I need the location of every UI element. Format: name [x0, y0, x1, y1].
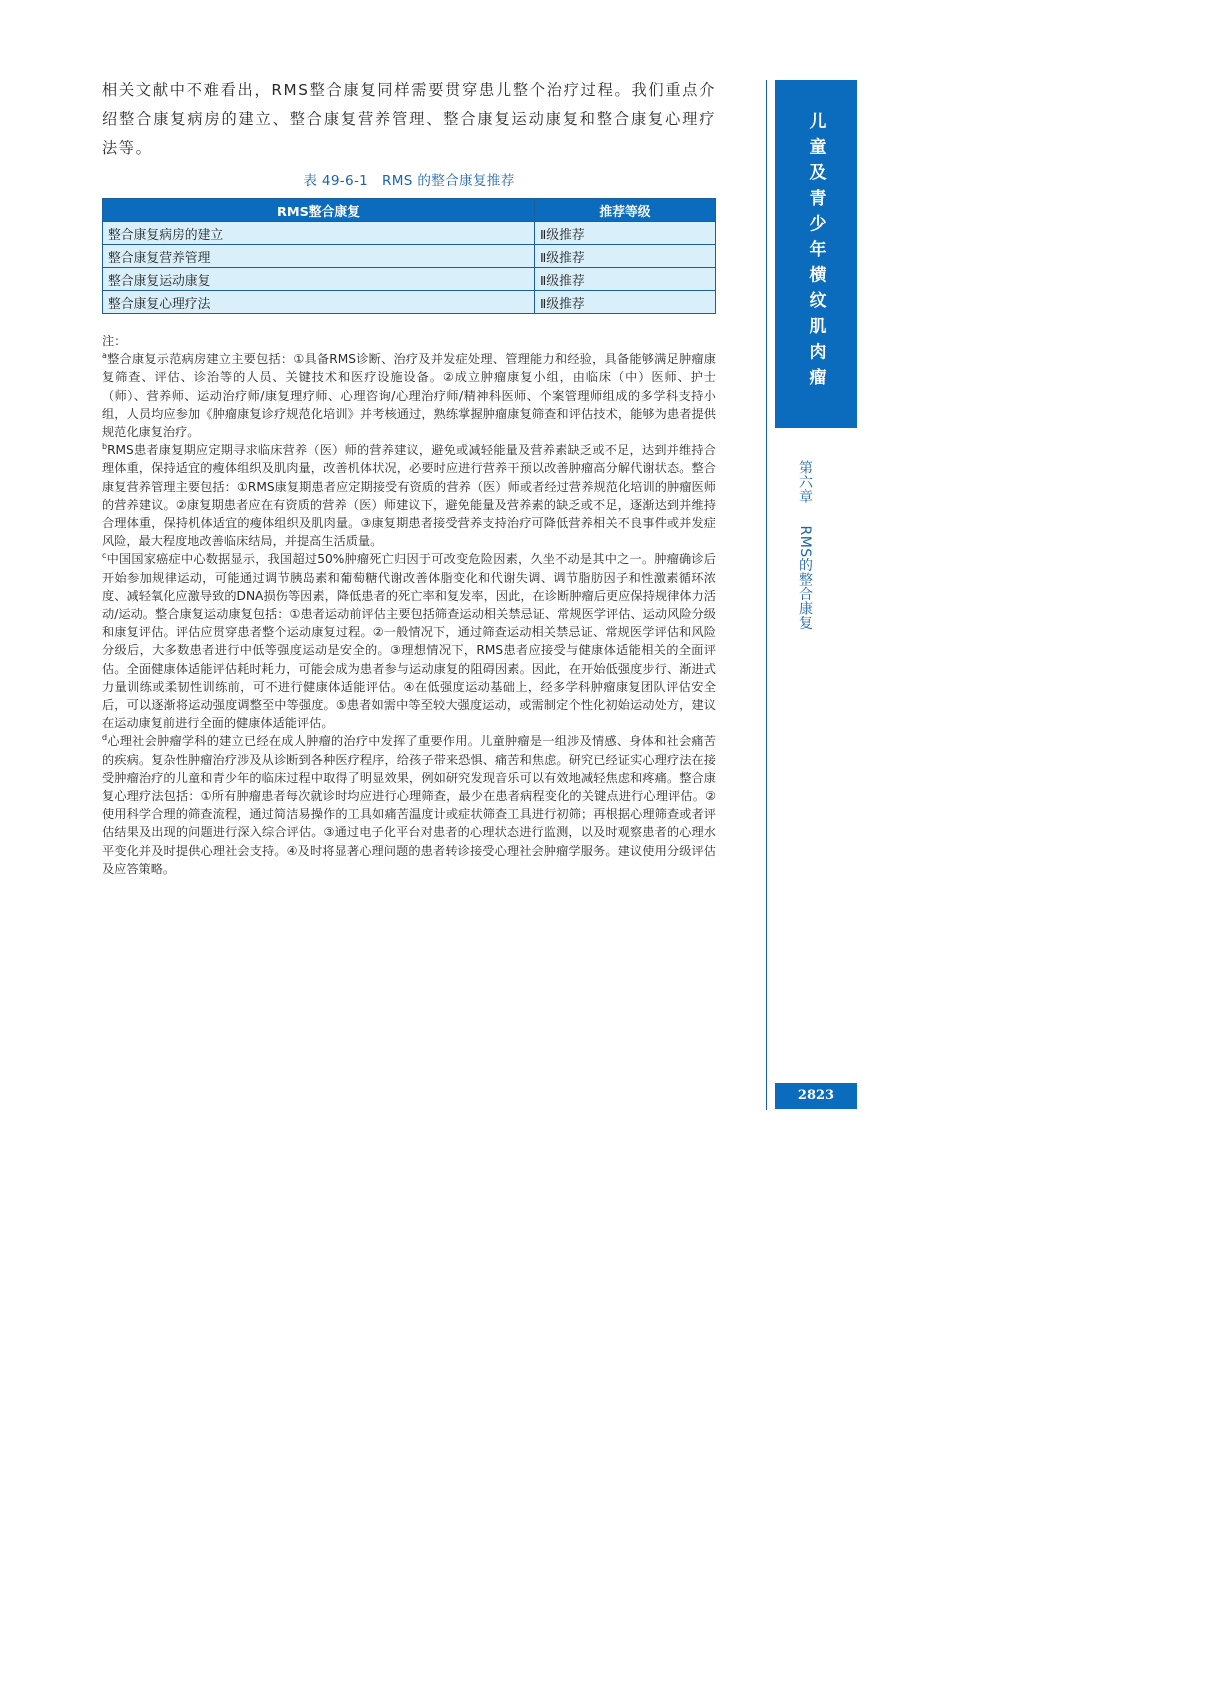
margin-rule — [766, 80, 767, 1110]
intro-paragraph: 相关文献中不难看出，RMS整合康复同样需要贯穿患儿整个治疗过程。我们重点介绍整合康复病房的建立、整合康复营养管理、整合康复运动康复和整合康复心理疗法等。 — [102, 81, 716, 157]
recommendation-table — [102, 198, 716, 314]
chapter-title: RMS的整合康复 — [797, 525, 813, 631]
note-item — [102, 732, 716, 878]
row-item: 整合康复心理疗法 — [103, 291, 535, 314]
row-grade: Ⅱ级推荐 — [535, 245, 716, 268]
table-row — [103, 291, 716, 314]
row-grade: Ⅱ级推荐 — [535, 291, 716, 314]
table-notes — [102, 332, 716, 878]
note-marker: d — [102, 733, 108, 743]
note-item — [102, 441, 716, 550]
note-marker: c — [102, 551, 107, 561]
notes-label: 注： — [102, 334, 127, 348]
row-item: 整合康复运动康复 — [103, 268, 535, 291]
row-grade: Ⅱ级推荐 — [535, 222, 716, 245]
table-row — [103, 268, 716, 291]
row-grade: Ⅱ级推荐 — [535, 268, 716, 291]
note-text: 中国国家癌症中心数据显示，我国超过50%肿瘤死亡归因于可改变危险因素，久坐不动是其中之一。肿瘤确诊后开始参加规律运动，可能通过调节胰岛素和葡萄糖代谢改善体脂变化和代谢失调、调节脂肪因子和性激素循环浓度、减轻氧化应激导致的DNA损伤等因素，降低患者的死亡率和复发率，因此，在诊断肿瘤后更应保持规律体力活动/运动。整合康复运动康复包括：①患者运动前评估主要包括筛查运动相关禁忌证、常规医学评估、运动风险分级和康复评估。评估应贯穿患者整个运动康复过程。②一般情况下，通过筛查运动相关禁忌证、常规医学评估和风险分级后，大多数患者进行中低等强度运动是安全的。③理想情况下，RMS患者应接受与健康体适能相关的全面评估。全面健康体适能评估耗时耗力，可能会成为患者参与运动康复的阻碍因素。因此，在开始低强度步行、渐进式力量训练或柔韧性训练前，可不进行健康体适能评估。④在低强度运动基础上，经多学科肿瘤康复团队评估安全后，可以逐渐将运动强度调整至中等强度。⑤患者如需中等至较大强度运动，或需制定个性化初始运动处方，建议在运动康复前进行全面的健康体适能评估。 — [102, 552, 716, 731]
main-column — [102, 76, 716, 878]
section-title: 儿童及青少年横纹肌肉瘤 — [805, 112, 826, 394]
header-item: RMS整合康复 — [103, 199, 535, 222]
table-caption: 表 49-6-1 RMS 的整合康复推荐 — [303, 173, 515, 189]
table-row — [103, 222, 716, 245]
note-marker: b — [102, 442, 108, 452]
note-item — [102, 350, 716, 441]
note-item — [102, 550, 716, 732]
chapter-heading — [795, 460, 815, 630]
note-text: 心理社会肿瘤学科的建立已经在成人肿瘤的治疗中发挥了重要作用。儿童肿瘤是一组涉及情感、身体和社会痛苦的疾病。复杂性肿瘤治疗涉及从诊断到各种医疗程序，给孩子带来恐惧、痛苦和焦虑。研究已经证实心理疗法在接受肿瘤治疗的儿童和青少年的临床过程中取得了明显效果，例如研究发现音乐可以有效地减轻焦虑和疼痛。整合康复心理疗法包括：①所有肿瘤患者每次就诊时均应进行心理筛查，最少在患者病程变化的关键点进行心理评估。②使用科学合理的筛查流程，通过简洁易操作的工具如痛苦温度计或症状筛查工具进行初筛；再根据心理筛查或者评估结果及出现的问题进行深入综合评估。③通过电子化平台对患者的心理状态进行监测，以及时观察患者的心理水平变化并及时提供心理社会支持。④及时将显著心理问题的患者转诊接受心理社会肿瘤学服务。建议使用分级评估及应答策略。 — [102, 734, 716, 876]
row-item: 整合康复营养管理 — [103, 245, 535, 268]
page-number: 2823 — [775, 1083, 857, 1109]
table-row — [103, 245, 716, 268]
header-grade: 推荐等级 — [535, 199, 716, 222]
note-text: 整合康复示范病房建立主要包括：①具备RMS诊断、治疗及并发症处理、管理能力和经验，具备能够满足肿瘤康复筛查、评估、诊治等的人员、关键技术和医疗设施设备。②成立肿瘤康复小组，由临床（中）医师、护士（师）、营养师、运动治疗师/康复理疗师、心理咨询/心理治疗师/精神科医师、个案管理师组成的多学科支持小组，人员均应参加《肿瘤康复诊疗规范化培训》并考核通过，熟练掌握肿瘤康复筛查和评估技术，能够为患者提供规范化康复治疗。 — [102, 352, 716, 440]
section-band — [775, 80, 857, 428]
row-item: 整合康复病房的建立 — [103, 222, 535, 245]
note-marker: a — [102, 351, 107, 361]
note-text: RMS患者康复期应定期寻求临床营养（医）师的营养建议，避免或减轻能量及营养素缺乏或不足，达到并维持合理体重，保持适宜的瘦体组织及肌肉量，改善机体状况，必要时应进行营养干预以改善肿瘤高分解代谢状态。整合康复营养管理主要包括：①RMS康复期患者应定期接受有资质的营养（医）师或者经过营养规范化培训的肿瘤医师的营养建议。②康复期患者应在有资质的营养（医）师建议下，避免能量及营养素的缺乏或不足，逐渐达到并维持合理体重，保持机体适宜的瘦体组织及肌肉量。③康复期患者接受营养支持治疗可降低营养相关不良事件或并发症风险，最大程度地改善临床结局，并提高生活质量。 — [102, 443, 716, 549]
chapter-number: 第六章 — [797, 460, 813, 504]
table-header-row — [103, 199, 716, 222]
